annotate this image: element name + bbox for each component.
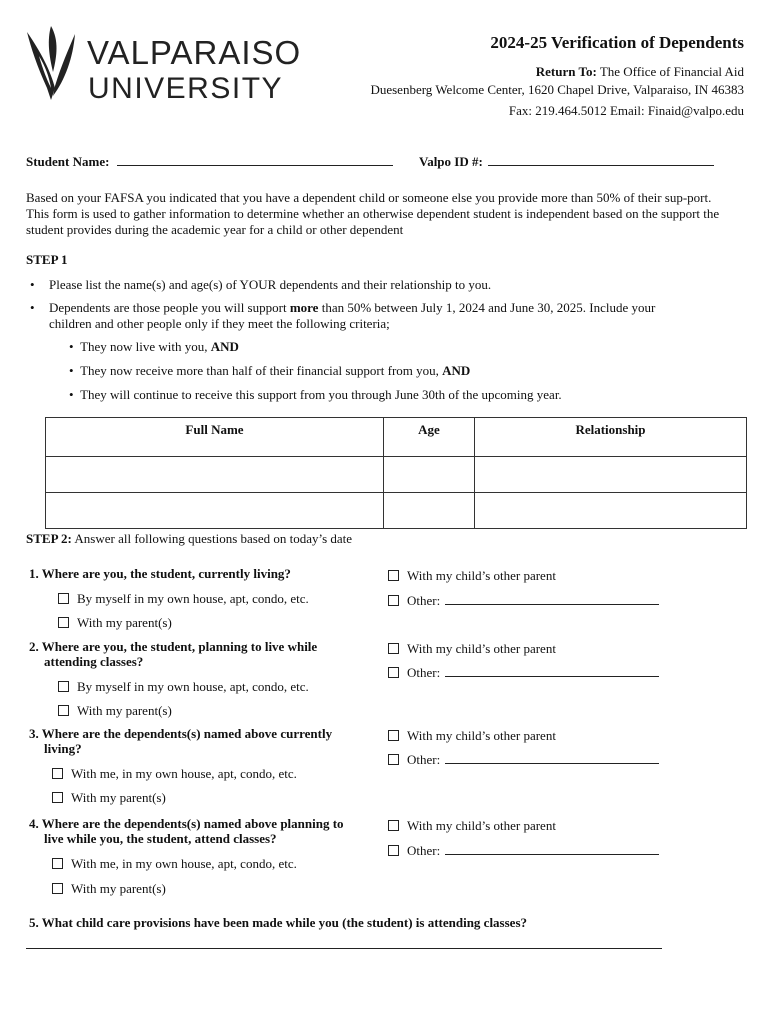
q3-option-withme[interactable]: With me, in my own house, apt, condo, etc.	[52, 766, 297, 782]
return-to	[536, 64, 744, 80]
q1-option-myself[interactable]: By myself in my own house, apt, condo, etc.	[58, 591, 309, 607]
checkbox[interactable]	[52, 768, 63, 779]
valpo-id-row	[419, 153, 714, 170]
intro-paragraph: Based on your FAFSA you indicated that you have a dependent child or someone else you provide more than 50% of their sup-port. This form is used to gather information to determine whether an otherwise dependent student is independent based on the support the student provides during the academic year for a child or other dependent	[26, 190, 720, 237]
criteria-item-3: • They will continue to receive this support from you through June 30th of the upcoming year.	[69, 387, 562, 402]
checkbox[interactable]	[58, 681, 69, 692]
checkbox[interactable]	[58, 617, 69, 628]
question-1: 1. Where are you, the student, currently living?	[29, 566, 291, 581]
checkbox[interactable]	[388, 754, 399, 765]
q4-option-other-parent[interactable]: With my child’s other parent	[388, 818, 556, 834]
header-age: Age	[384, 418, 475, 457]
q3-option-other[interactable]: Other:	[388, 752, 659, 768]
checkbox[interactable]	[388, 845, 399, 856]
relationship-cell[interactable]	[475, 457, 747, 493]
q1-option-parents[interactable]: With my parent(s)	[58, 615, 172, 631]
header-relationship: Relationship	[475, 418, 747, 457]
student-name-label: Student Name:	[26, 154, 110, 169]
checkbox[interactable]	[58, 593, 69, 604]
checkbox[interactable]	[388, 820, 399, 831]
checkbox[interactable]	[388, 730, 399, 741]
q1-option-other[interactable]: Other:	[388, 593, 659, 609]
full-name-cell[interactable]	[46, 457, 384, 493]
question-5: 5. What child care provisions have been made while you (the student) is attending classes?	[29, 915, 528, 930]
checkbox[interactable]	[58, 705, 69, 716]
dependents-table	[45, 417, 747, 529]
checkbox[interactable]	[388, 643, 399, 654]
logo-line1: VALPARAISO	[87, 34, 302, 71]
relationship-cell[interactable]	[475, 493, 747, 529]
age-cell[interactable]	[384, 493, 475, 529]
other-text-field[interactable]	[445, 593, 659, 605]
age-cell[interactable]	[384, 457, 475, 493]
q3-option-parents[interactable]: With my parent(s)	[52, 790, 166, 806]
q3-option-other-parent[interactable]: With my child’s other parent	[388, 728, 556, 744]
other-text-field[interactable]	[445, 843, 659, 855]
criteria-item-2: • They now receive more than half of their financial support from you, AND	[69, 363, 471, 378]
checkbox[interactable]	[388, 570, 399, 581]
student-name-row	[26, 153, 393, 170]
student-name-field[interactable]	[117, 153, 393, 166]
question-3: 3. Where are the dependents(s) named above currently living?	[29, 726, 333, 756]
address: Duesenberg Welcome Center, 1620 Chapel Drive, Valparaiso, IN 46383	[370, 82, 744, 97]
q4-option-other[interactable]: Other:	[388, 843, 659, 859]
valpo-id-label: Valpo ID #:	[419, 154, 483, 169]
return-label: Return To:	[535, 64, 597, 79]
logo-line2: UNIVERSITY	[88, 72, 284, 105]
table-row	[46, 493, 747, 529]
q2-option-myself[interactable]: By myself in my own house, apt, condo, etc.	[58, 679, 309, 695]
checkbox[interactable]	[52, 883, 63, 894]
full-name-cell[interactable]	[46, 493, 384, 529]
table-header-row	[46, 418, 747, 457]
checkbox[interactable]	[388, 595, 399, 606]
q5-answer-line[interactable]	[26, 948, 662, 949]
other-text-field[interactable]	[445, 752, 659, 764]
header-full-name: Full Name	[46, 418, 384, 457]
other-text-field[interactable]	[445, 665, 659, 677]
university-logo	[25, 26, 300, 106]
checkbox[interactable]	[52, 792, 63, 803]
flame-logo-icon	[25, 26, 77, 104]
question-4: 4. Where are the dependents(s) named above planning to live while you, the student, attend classes?	[29, 816, 344, 846]
contact-info: Fax: 219.464.5012 Email: Finaid@valpo.edu	[508, 103, 744, 118]
valpo-id-field[interactable]	[488, 153, 714, 166]
q2-option-other-parent[interactable]: With my child’s other parent	[388, 641, 556, 657]
step2-heading: STEP 2: Answer all following questions based on today’s date	[26, 531, 353, 546]
q2-option-parents[interactable]: With my parent(s)	[58, 703, 172, 719]
question-2: 2. Where are you, the student, planning to live while attending classes?	[29, 639, 318, 669]
form-title: 2024-25 Verification of Dependents	[490, 33, 744, 52]
checkbox[interactable]	[388, 667, 399, 678]
table-row	[46, 457, 747, 493]
q4-option-withme[interactable]: With me, in my own house, apt, condo, etc.	[52, 856, 297, 872]
q2-option-other[interactable]: Other:	[388, 665, 659, 681]
q1-option-other-parent[interactable]: With my child’s other parent	[388, 568, 556, 584]
checkbox[interactable]	[52, 858, 63, 869]
criteria-item-1: • They now live with you, AND	[69, 339, 239, 354]
q4-option-parents[interactable]: With my parent(s)	[52, 881, 166, 897]
step1-heading: STEP 1	[26, 252, 68, 267]
return-value: The Office of Financial Aid	[599, 64, 744, 79]
